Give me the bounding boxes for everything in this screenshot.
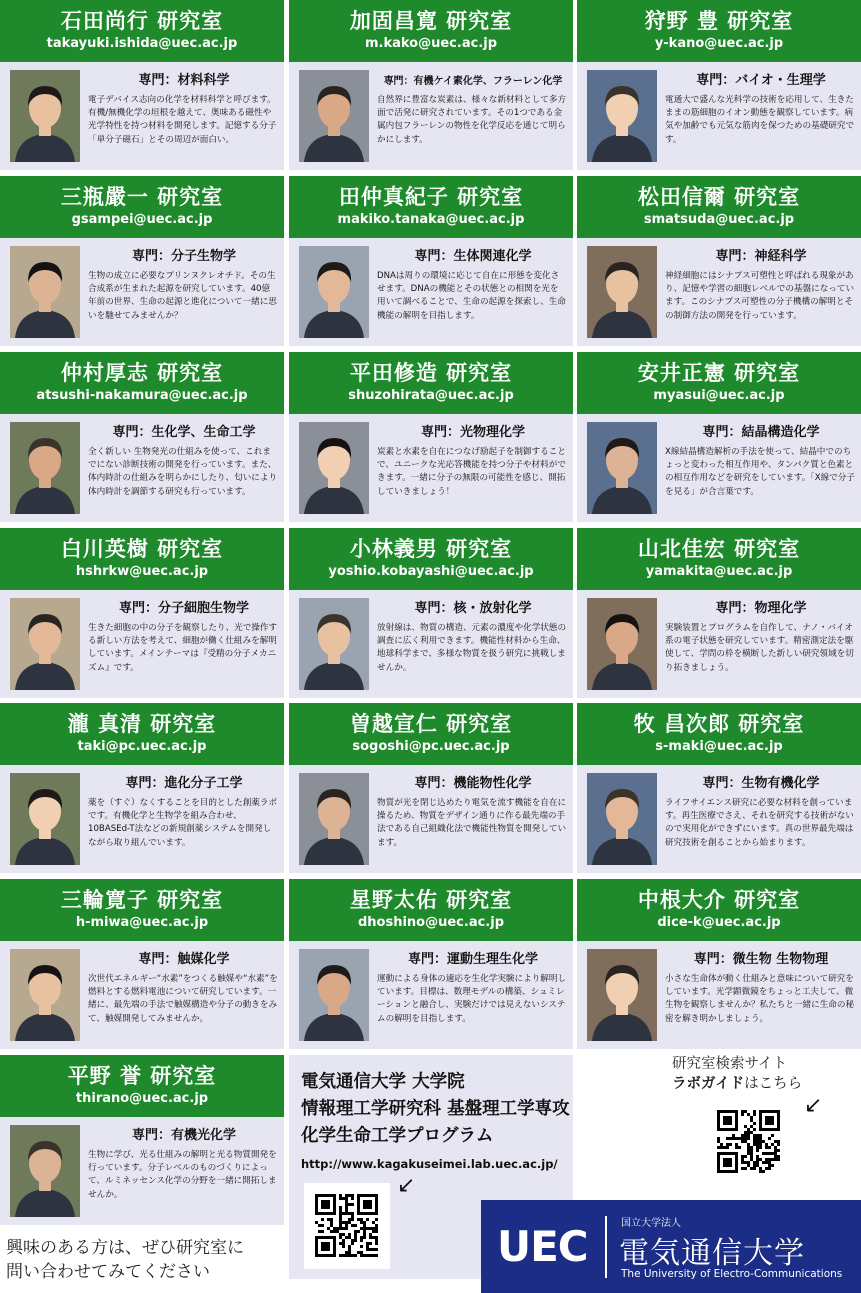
lab-name: 田仲真紀子 研究室 xyxy=(338,185,524,209)
lab-card-body xyxy=(289,941,573,1049)
researcher-photo xyxy=(587,773,657,865)
lab-card-body xyxy=(0,1117,284,1225)
labo-guide-suffix: はこちら xyxy=(744,1076,803,1092)
lab-card-header xyxy=(577,0,861,62)
lab-card xyxy=(289,879,573,1049)
lab-name: 仲村厚志 研究室 xyxy=(60,361,224,385)
uec-mark: UEC xyxy=(497,1222,588,1271)
lab-card-header xyxy=(289,0,573,62)
lab-email-link[interactable]: dice-k@uec.ac.jp xyxy=(657,915,781,930)
lab-card-body xyxy=(577,414,861,522)
lab-name: 曽越宣仁 研究室 xyxy=(349,712,513,736)
researcher-photo xyxy=(10,246,80,338)
lab-description: 電通大で盛んな光科学の技術を応用して、生きたままの筋細胞のイオン動態を観察しています。病気や加齢でも元気な筋肉を保つための基礎研究です。 xyxy=(665,95,855,145)
lab-description: DNAは周りの環境に応じて自在に形態を変化させます。DNAの機能とその状態との相関を光を用いて調べることで、生命の起源を探索し、生命機能の解明を目指します。 xyxy=(377,271,566,321)
program-qr-code[interactable] xyxy=(304,1183,390,1269)
researcher-photo xyxy=(10,598,80,690)
lab-email-link[interactable]: smatsuda@uec.ac.jp xyxy=(643,212,795,227)
researcher-photo xyxy=(587,598,657,690)
lab-specialty: 専門：材料科学 xyxy=(138,73,230,88)
researcher-photo xyxy=(299,246,369,338)
lab-description: 次世代エネルギー“水素”をつくる触媒や“水素”を燃料とする燃料電池について研究しています。一緒に、最先端の手法で触媒構造や分子の動きをみて、触媒開発してみませんか。 xyxy=(88,974,278,1024)
lab-card xyxy=(0,352,284,522)
lab-name: 三輪寛子 研究室 xyxy=(60,888,224,912)
lab-description: 自然界に豊富な炭素は、様々な新材料として多方面で活発に研究されています。その1つである金属内包フラーレンの物性を化学反応を通じて明らかにします。 xyxy=(377,95,567,145)
lab-email-link[interactable]: hshrkw@uec.ac.jp xyxy=(75,564,209,579)
researcher-photo xyxy=(10,1125,80,1217)
lab-card-header xyxy=(0,0,284,62)
lab-description: 薬を（すぐ）なくすることを目的とした創薬ラボです。有機化学と生物学を組み合わせ、10BASEd-T法などの新規創薬システムを開発しながら取り組んでいます。 xyxy=(88,798,278,848)
lab-email-link[interactable]: dhoshino@uec.ac.jp xyxy=(357,915,505,930)
lab-description: 電子デバイス志向の化学を材料科学と呼びます。有機/無機化学の垣根を越えて、奥味ある磁性や光学特性を持つ材料を開発します。記憶する分子「単分子磁石」とその周辺が面白い。 xyxy=(88,95,277,145)
lab-card xyxy=(577,176,861,346)
lab-card xyxy=(289,528,573,698)
labo-guide-name: ラボガイド xyxy=(672,1076,745,1092)
logo-corp-label: 国立大学法人 xyxy=(621,1218,681,1229)
lab-card-body xyxy=(289,238,573,346)
lab-email-link[interactable]: h-miwa@uec.ac.jp xyxy=(75,915,209,930)
lab-specialty: 専門：触媒化学 xyxy=(138,952,230,967)
researcher-photo xyxy=(587,422,657,514)
lab-card xyxy=(0,528,284,698)
lab-email-link[interactable]: yoshio.kobayashi@uec.ac.jp xyxy=(328,564,534,579)
lab-email-link[interactable]: taki@pc.uec.ac.jp xyxy=(77,739,207,754)
program-title-line: 化学生命工学プログラム xyxy=(301,1126,494,1146)
researcher-photo xyxy=(299,949,369,1041)
inquiry-line: 問い合わせてみてください xyxy=(6,1262,210,1282)
lab-specialty: 専門：有機ケイ素化学、フラーレン化学 xyxy=(383,76,563,87)
lab-card-body xyxy=(0,414,284,522)
lab-description: 生物の成立に必要なプリンヌクレオチド。その生合成系が生まれた起源を研究しています。40億年前の世界、生命の起源と進化について一緒に思いを馳せてみませんか？ xyxy=(88,271,277,321)
lab-card-header xyxy=(0,528,284,590)
researcher-photo xyxy=(587,949,657,1041)
lab-card-header xyxy=(289,176,573,238)
researcher-photo xyxy=(299,773,369,865)
lab-description: 生物に学び、光る仕組みの解明と光る物質開発を行っています。分子レベルのものづくりによって、ルミネッセンス化学の分野を一緒に開拓しませんか。 xyxy=(88,1150,277,1200)
lab-name: 三瓶嚴一 研究室 xyxy=(60,185,224,209)
lab-card-body xyxy=(577,765,861,873)
labo-guide-caption xyxy=(672,1054,802,1094)
lab-card xyxy=(0,176,284,346)
lab-card xyxy=(577,352,861,522)
program-url-link[interactable]: http://www.kagakuseimei.lab.uec.ac.jp/ xyxy=(301,1157,558,1171)
logo-university-name: 電気通信大学 xyxy=(619,1236,805,1271)
lab-email-link[interactable]: yamakita@uec.ac.jp xyxy=(645,564,793,579)
lab-specialty: 専門：光物理化学 xyxy=(420,425,525,440)
lab-email-link[interactable]: takayuki.ishida@uec.ac.jp xyxy=(46,36,238,51)
lab-email-link[interactable]: thirano@uec.ac.jp xyxy=(75,1091,209,1106)
lab-card xyxy=(289,0,573,170)
lab-email-link[interactable]: atsushi-nakamura@uec.ac.jp xyxy=(36,388,248,403)
lab-description: ライフサイエンス研究に必要な材料を創っています。再生医療でさえ、それを研究する技術がないので実用化ができずにいます。真の世界最先端は研究技術を創ることから始まります。 xyxy=(665,798,854,848)
lab-description: 炭素と水素を自在につなげ励起子を制御することで、ユニークな光応答機能を持つ分子や材料ができます。一緒に分子の無限の可能性を感じ、開拓していきましょう！ xyxy=(377,447,566,497)
lab-card-body xyxy=(289,765,573,873)
lab-card-header xyxy=(577,528,861,590)
inquiry-line: 興味のある方は、ぜひ研究室に xyxy=(6,1238,244,1258)
lab-specialty: 専門：機能物性化学 xyxy=(414,776,532,791)
lab-email-link[interactable]: gsampei@uec.ac.jp xyxy=(71,212,213,227)
lab-card xyxy=(577,528,861,698)
lab-name: 平田修造 研究室 xyxy=(349,361,513,385)
lab-specialty: 専門：物理化学 xyxy=(715,601,807,616)
lab-card-body xyxy=(0,590,284,698)
lab-specialty: 専門：生化学、生命工学 xyxy=(112,425,256,440)
lab-card-header xyxy=(0,176,284,238)
lab-name: 狩野 豊 研究室 xyxy=(644,9,794,33)
lab-name: 中根大介 研究室 xyxy=(637,888,801,912)
lab-card-header xyxy=(0,703,284,765)
lab-email-link[interactable]: myasui@uec.ac.jp xyxy=(653,388,785,403)
lab-card-body xyxy=(0,238,284,346)
lab-card xyxy=(289,352,573,522)
lab-name: 山北佳宏 研究室 xyxy=(637,537,801,561)
lab-specialty: 専門：生体関連化学 xyxy=(414,249,532,264)
lab-name: 石田尚行 研究室 xyxy=(60,9,224,33)
lab-email-link[interactable]: shuzohirata@uec.ac.jp xyxy=(348,388,514,403)
researcher-photo xyxy=(299,70,369,162)
lab-card-header xyxy=(577,176,861,238)
researcher-photo xyxy=(587,70,657,162)
lab-card xyxy=(0,1055,284,1225)
lab-specialty: 専門：核・放射化学 xyxy=(414,601,532,616)
lab-card-header xyxy=(0,352,284,414)
lab-card-body xyxy=(289,62,573,170)
lab-card xyxy=(0,703,284,873)
lab-card-header xyxy=(289,528,573,590)
researcher-photo xyxy=(299,598,369,690)
lab-card-header xyxy=(289,352,573,414)
lab-card-header xyxy=(577,879,861,941)
program-title xyxy=(301,1069,570,1150)
lab-card xyxy=(0,879,284,1049)
lab-name: 加固昌寛 研究室 xyxy=(349,9,513,33)
lab-email-link[interactable]: m.kako@uec.ac.jp xyxy=(364,36,498,51)
lab-description: 全く新しい 生物発光の仕組みを使って、これまでにない診断技術の開発を行っています。また、体内時計の仕組みを明らかにしたり、匂いにより体内時計を調節する研究も行っています。 xyxy=(88,447,278,497)
lab-card xyxy=(577,0,861,170)
lab-card-body xyxy=(0,941,284,1049)
lab-name: 白川英樹 研究室 xyxy=(60,537,224,561)
lab-card xyxy=(289,703,573,873)
inquiry-note xyxy=(0,1230,284,1293)
lab-card-body xyxy=(289,590,573,698)
lab-card-header xyxy=(577,703,861,765)
lab-card-header xyxy=(0,879,284,941)
arrow-icon: ↙ xyxy=(804,1093,823,1118)
lab-description: 運動による身体の適応を生化学実験により解明しています。目標は、数理モデルの構築、シュミレーションと融合し、実験だけでは見えないシステムの解明を目指します。 xyxy=(377,974,567,1024)
lab-card-body xyxy=(577,238,861,346)
lab-email-link[interactable]: makiko.tanaka@uec.ac.jp xyxy=(337,212,525,227)
lab-specialty: 専門：生物有機化学 xyxy=(702,776,820,791)
lab-specialty: 専門：神経科学 xyxy=(715,249,807,264)
program-title-line: 電気通信大学 大学院 xyxy=(301,1072,465,1092)
lab-specialty: 専門：微生物 生物物理 xyxy=(693,952,829,967)
uec-logo xyxy=(481,1200,861,1293)
lab-card-body xyxy=(0,62,284,170)
lab-name: 瀧 真清 研究室 xyxy=(67,712,217,736)
program-title-line: 情報理工学研究科 基盤理工学専攻 xyxy=(301,1099,570,1119)
lab-email-link[interactable]: y-kano@uec.ac.jp xyxy=(654,36,784,51)
researcher-photo xyxy=(587,246,657,338)
lab-specialty: 専門：進化分子工学 xyxy=(125,776,243,791)
lab-description: 小さな生命体が動く仕組みと意味について研究をしています。光学顕微鏡をちょっと工夫して、微生物を観察しませんか？私たちと一緒に生命の秘密を解き明かしましょう。 xyxy=(665,974,855,1024)
lab-card-body xyxy=(289,414,573,522)
researcher-photo xyxy=(299,422,369,514)
lab-card xyxy=(0,0,284,170)
lab-description: 神経細胞にはシナプス可塑性と呼ばれる現象があり、記憶や学習の細胞レベルでの基盤になっています。このシナプス可塑性の分子機構の解明とその制御方法の開発を行っています。 xyxy=(665,271,855,321)
lab-specialty: 専門：分子生物学 xyxy=(131,249,236,264)
lab-card xyxy=(577,879,861,1049)
lab-name: 牧 昌次郎 研究室 xyxy=(633,712,805,736)
lab-card-header xyxy=(577,352,861,414)
lab-name: 星野太佑 研究室 xyxy=(349,888,513,912)
lab-description: 放射線は、物質の構造、元素の濃度や化学状態の調査に広く利用できます。機能性材料から生命、地球科学まで、多様な物質を扱う研究に挑戦しませんか。 xyxy=(377,623,567,673)
lab-card-body xyxy=(577,941,861,1049)
researcher-photo xyxy=(10,949,80,1041)
arrow-icon: ↙ xyxy=(397,1173,416,1198)
lab-name: 小林義男 研究室 xyxy=(349,537,513,561)
lab-email-link[interactable]: s-maki@uec.ac.jp xyxy=(655,739,783,754)
lab-specialty: 専門：運動生理生化学 xyxy=(407,952,538,967)
researcher-photo xyxy=(10,422,80,514)
lab-card xyxy=(577,703,861,873)
lab-card-body xyxy=(577,62,861,170)
researcher-photo xyxy=(10,773,80,865)
lab-description: 生きた細胞の中の分子を観察したり、光で操作する新しい方法を考えて、細胞が働く仕組みを解明しています。メインテーマは『受精の分子メカニズム』です。 xyxy=(88,623,278,673)
lab-card-header xyxy=(0,1055,284,1117)
lab-specialty: 専門：バイオ・生理学 xyxy=(696,73,826,88)
labo-guide-line: 研究室検索サイト xyxy=(672,1056,787,1072)
researcher-photo xyxy=(10,70,80,162)
lab-name: 安井正憲 研究室 xyxy=(637,361,801,385)
lab-card-header xyxy=(289,879,573,941)
lab-card-header xyxy=(289,703,573,765)
lab-card xyxy=(289,176,573,346)
lab-specialty: 専門：結晶構造化学 xyxy=(702,425,820,440)
lab-specialty: 専門：有機光化学 xyxy=(131,1128,236,1143)
lab-card-body xyxy=(0,765,284,873)
lab-description: X線結晶構造解析の手法を使って、結晶中でのちょっと変わった相互作用や、タンパク質と色素との相互作用などを研究をしています。「X線で分子を見る」が合言葉です。 xyxy=(665,447,855,497)
labo-guide-qr-code[interactable] xyxy=(705,1098,801,1186)
lab-card-body xyxy=(577,590,861,698)
lab-name: 松田信爾 研究室 xyxy=(637,185,801,209)
lab-email-link[interactable]: sogoshi@pc.uec.ac.jp xyxy=(352,739,510,754)
logo-university-name-en: The University of Electro-Communications xyxy=(621,1268,843,1280)
lab-description: 物質が光を閉じ込めたり電気を流す機能を自在に操るため、物質をデザイン通りに作る最先端の手法である自己組織化法で機能性物質を開発しています。 xyxy=(377,798,567,848)
lab-name: 平野 誉 研究室 xyxy=(67,1064,217,1088)
lab-description: 実験装置とプログラムを自作して、ナノ・バイオ系の電子状態を研究しています。精密測定法を駆使して、学問の枠を横断した新しい研究領域を切り拓きましょう。 xyxy=(665,623,854,673)
logo-divider xyxy=(605,1216,607,1278)
lab-specialty: 専門：分子細胞生物学 xyxy=(118,601,249,616)
